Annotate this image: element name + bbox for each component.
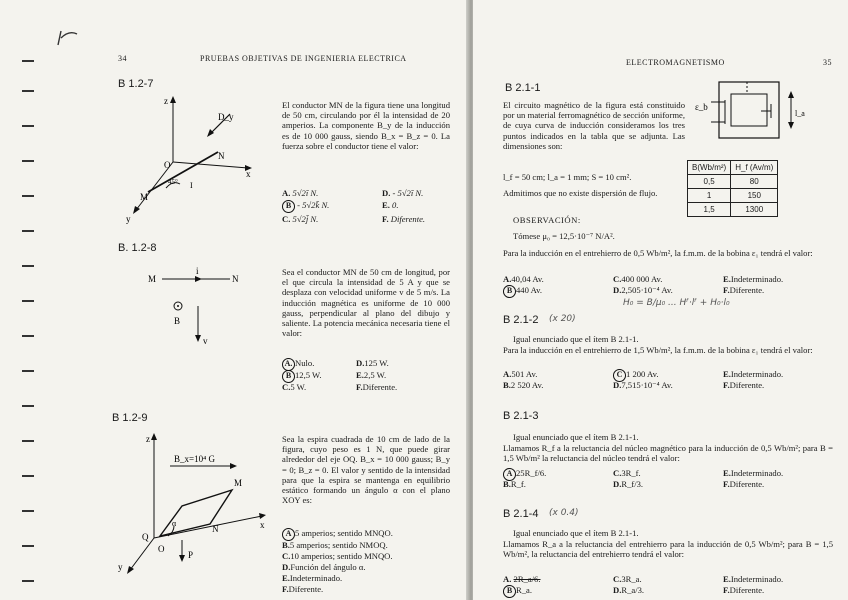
option-e[interactable]: E. Indeterminado. [723, 369, 784, 379]
option-e[interactable]: E. Indeterminado. [723, 574, 784, 584]
fig1-label-n: N [218, 151, 225, 161]
fig1-label-angle: 45° [168, 178, 178, 186]
fig1-label-y: y [126, 214, 131, 224]
question-prompt: Llamamos R_f a la reluctancia del núcleo magnético para la inducción de 0,5 Wb/m²; para B = 1,5 Wb/m² la reluctancia del núcleo tendrá el valor: [503, 443, 833, 464]
table-header: B(Wb/m²) [688, 161, 731, 175]
option-b[interactable]: B. R_f. [503, 479, 526, 489]
table-header: H_f (Av/m) [731, 161, 778, 175]
fig-label-eb: ε_b [695, 102, 708, 112]
fig2-label-v: v [203, 336, 208, 346]
question-id: B 2.1-4 [503, 508, 539, 520]
page-number: 34 [118, 54, 127, 63]
option-e[interactable]: E. Indeterminado. [723, 468, 784, 478]
question-text: El circuito magnético de la figura está constituido por un material ferromagnético de sección uniforme, de cuya curva de inducción consideramos los tres puntos indicados en la tabla que se adjunta. Las dimensiones son: [503, 100, 685, 151]
option-e[interactable]: E. Indeterminado. [723, 274, 784, 284]
note-text: Admitimos que no existe dispersión de flujo. [503, 188, 658, 198]
fig3-label-x: x [260, 520, 265, 530]
option-c[interactable]: C. 5 W. [282, 382, 307, 392]
option-a[interactable]: A. 501 Av. [503, 369, 538, 379]
dimensions-text: l_f = 50 cm; l_a = 1 mm; S = 10 cm². [503, 172, 632, 182]
question-prompt: Para la inducción en el entrehierro de 0,5 Wb/m², la f.m.m. de la bobina ε₁ tendrá el valor: [503, 248, 813, 258]
option-b[interactable]: B 12,5 W. [282, 370, 295, 383]
option-a[interactable]: A. 40,04 Av. [503, 274, 544, 284]
question-prompt: Para la inducción en el entrehierro de 1,5 Wb/m², la f.m.m. de la bobina ε₁ tendrá el valor: [503, 345, 813, 355]
fig3-label-n: N [212, 524, 219, 534]
fig2-label-b: B [174, 316, 181, 326]
option-c[interactable]: C. 3R_a. [613, 574, 642, 584]
right-page [473, 0, 848, 600]
question-id: B. 1.2-8 [118, 242, 157, 254]
option-e[interactable]: E. 2,5 W. [356, 370, 387, 380]
vector-figure-1 [118, 92, 278, 232]
option-e[interactable]: E. 0. [382, 200, 399, 210]
question-id: B 2.1-3 [503, 410, 539, 422]
option-f[interactable]: F. Diferente. [282, 584, 324, 594]
option-a[interactable]: A. 5√2ī N. [282, 188, 319, 198]
fig1-label-z: z [164, 96, 168, 106]
running-header: ELECTROMAGNETISMO [626, 58, 725, 67]
fig3-label-y: y [118, 562, 123, 572]
fig3-label-alpha: α [172, 519, 177, 528]
page-number: 35 [823, 58, 832, 67]
fig2-label-m: M [148, 274, 157, 284]
options-list [503, 574, 833, 598]
handwritten-tag: (x 20) [549, 314, 576, 324]
option-b[interactable]: B. 2 520 Av. [503, 380, 544, 390]
fig3-label-q: Q [142, 532, 149, 542]
question-text: El conductor MN de la figura tiene una longitud de 50 cm, circulando por él la intensidad de 20 amperios. La componente B_y de la inducción es de 10 000 gauss, siendo B_x = B_z = 0. La fuerza sobre el conductor tiene el valor: [282, 100, 450, 151]
question-text: Igual enunciado que el ítem B 2.1-1. [513, 432, 639, 442]
table-cell: 150 [731, 189, 778, 203]
option-d[interactable]: D. 2,505·10⁻⁴ Av. [613, 285, 673, 295]
option-d[interactable]: D. R_f/3. [613, 479, 644, 489]
option-b[interactable]: B 440 Av. [503, 285, 516, 298]
option-f[interactable]: F. Diferente. [382, 214, 426, 224]
fig1-label-dy: D_y [218, 112, 234, 122]
table-cell: 80 [731, 175, 778, 189]
option-b[interactable]: B. 5 amperios; sentido NMOQ. [282, 540, 388, 550]
question-id: B 2.1-2 [503, 314, 539, 326]
option-d[interactable]: D. 7,515·10⁻⁴ Av. [613, 380, 673, 390]
option-c[interactable]: C. 400 000 Av. [613, 274, 663, 284]
options-list [282, 528, 457, 596]
option-f[interactable]: F. Diferente. [723, 380, 765, 390]
option-c[interactable]: C. 3R_f. [613, 468, 641, 478]
option-b[interactable]: B - 5√2k̄ N. [282, 200, 329, 213]
question-text: Sea el conductor MN de 50 cm de longitud, por el que circula la intensidad de 5 A y que se desplaza con velocidad uniforme v de 5 m/s. La inducción magnética es uniforme de 10 000 gauss, perpendicular al plano del dibujo y saliente. La potencia mecánica necesaria tiene el valor: [282, 267, 450, 339]
options-list [282, 188, 457, 233]
table-cell: 1300 [731, 203, 778, 217]
fig3-label-p: P [188, 550, 194, 560]
fig1-label-x: x [246, 169, 251, 179]
option-f[interactable]: F. Diferente. [723, 479, 765, 489]
question-id: B 1.2-7 [118, 78, 154, 90]
option-f[interactable]: F. Diferente. [723, 285, 765, 295]
fig1-label-o: O [164, 160, 171, 170]
handwritten-tag: (x 0.4) [549, 508, 579, 518]
options-list [503, 274, 833, 298]
option-b[interactable]: B R_a. [503, 585, 516, 598]
fig2-label-i: i [196, 266, 199, 276]
options-list [282, 358, 457, 394]
fig1-label-m: M [140, 192, 149, 202]
observation-label: OBSERVACIÓN: [513, 215, 581, 225]
option-e[interactable]: E. Indeterminado. [282, 573, 343, 583]
table-cell: 1 [688, 189, 731, 203]
magnetic-circuit-figure [691, 74, 805, 154]
option-a[interactable]: A 25R_f/6. [503, 468, 516, 481]
fig3-label-z: z [146, 434, 150, 444]
fig3-label-o: O [158, 544, 165, 554]
fig2-label-n: N [232, 274, 239, 284]
option-f[interactable]: F. Diferente. [356, 382, 398, 392]
table-cell: 0,5 [688, 175, 731, 189]
options-list [503, 369, 833, 393]
fig1-label-i: I [190, 181, 193, 190]
option-d[interactable]: D. - 5√2ī N. [382, 188, 424, 198]
option-c[interactable]: C. 5√2j̄ N. [282, 214, 319, 224]
edge-marks [0, 0, 36, 600]
fig3-label-m: M [234, 478, 243, 488]
option-d[interactable]: D. Función del ángulo α. [282, 562, 366, 572]
observation-text: Tómese μ₀ = 12,5·10⁻⁷ N/A². [513, 231, 615, 241]
handwritten-note: H₀ = B/μ₀ ... Hᶠ·lᶠ + H₀·l₀ [623, 298, 730, 308]
option-a[interactable]: A 5 amperios; sentido MNQO. [282, 528, 295, 541]
option-a[interactable]: A. 2R_a/6. [503, 574, 541, 584]
vector-figure-2 [140, 262, 250, 352]
question-id: B 2.1-1 [505, 82, 541, 94]
option-a[interactable]: A. Nulo. [282, 358, 295, 371]
option-c[interactable]: C 1 200 Av. [613, 369, 626, 382]
margin-scribble [55, 28, 85, 48]
table-cell: 1,5 [688, 203, 731, 217]
question-prompt: Llamamos R_a a la reluctancia del entrehierro para la inducción de 0,5 Wb/m²; para B = 1,5 Wb/m², la reluctancia del entrehierro tendrá el valor: [503, 539, 833, 560]
option-d[interactable]: D. R_a/3. [613, 585, 645, 595]
question-text: Igual enunciado que el ítem B 2.1-1. [513, 334, 639, 344]
option-c[interactable]: C. 10 amperios; sentido MNQO. [282, 551, 393, 561]
running-header: PRUEBAS OBJETIVAS DE INGENIERIA ELECTRICA [200, 54, 407, 63]
option-d[interactable]: D. 125 W. [356, 358, 389, 368]
options-list [503, 468, 833, 492]
option-f[interactable]: F. Diferente. [723, 585, 765, 595]
induction-table [687, 160, 778, 217]
vector-figure-3 [112, 428, 277, 588]
question-id: B 1.2-9 [112, 412, 148, 424]
question-text: Sea la espira cuadrada de 10 cm de lado de la figura, cuyo peso es 1 N, que puede girar alrededor del eje OQ. B_x = 10 000 gauss; B_y = 0; B_z = 0. El valor y sentido de la intensidad para que la espira se mantenga en equilibrio estático formando un ángulo α con el plano XOY es: [282, 434, 450, 506]
question-text: Igual enunciado que el ítem B 2.1-1. [513, 528, 639, 538]
fig-label-la: l_a [795, 109, 805, 118]
fig3-label-bx: B_x=10⁴ G [174, 454, 215, 464]
